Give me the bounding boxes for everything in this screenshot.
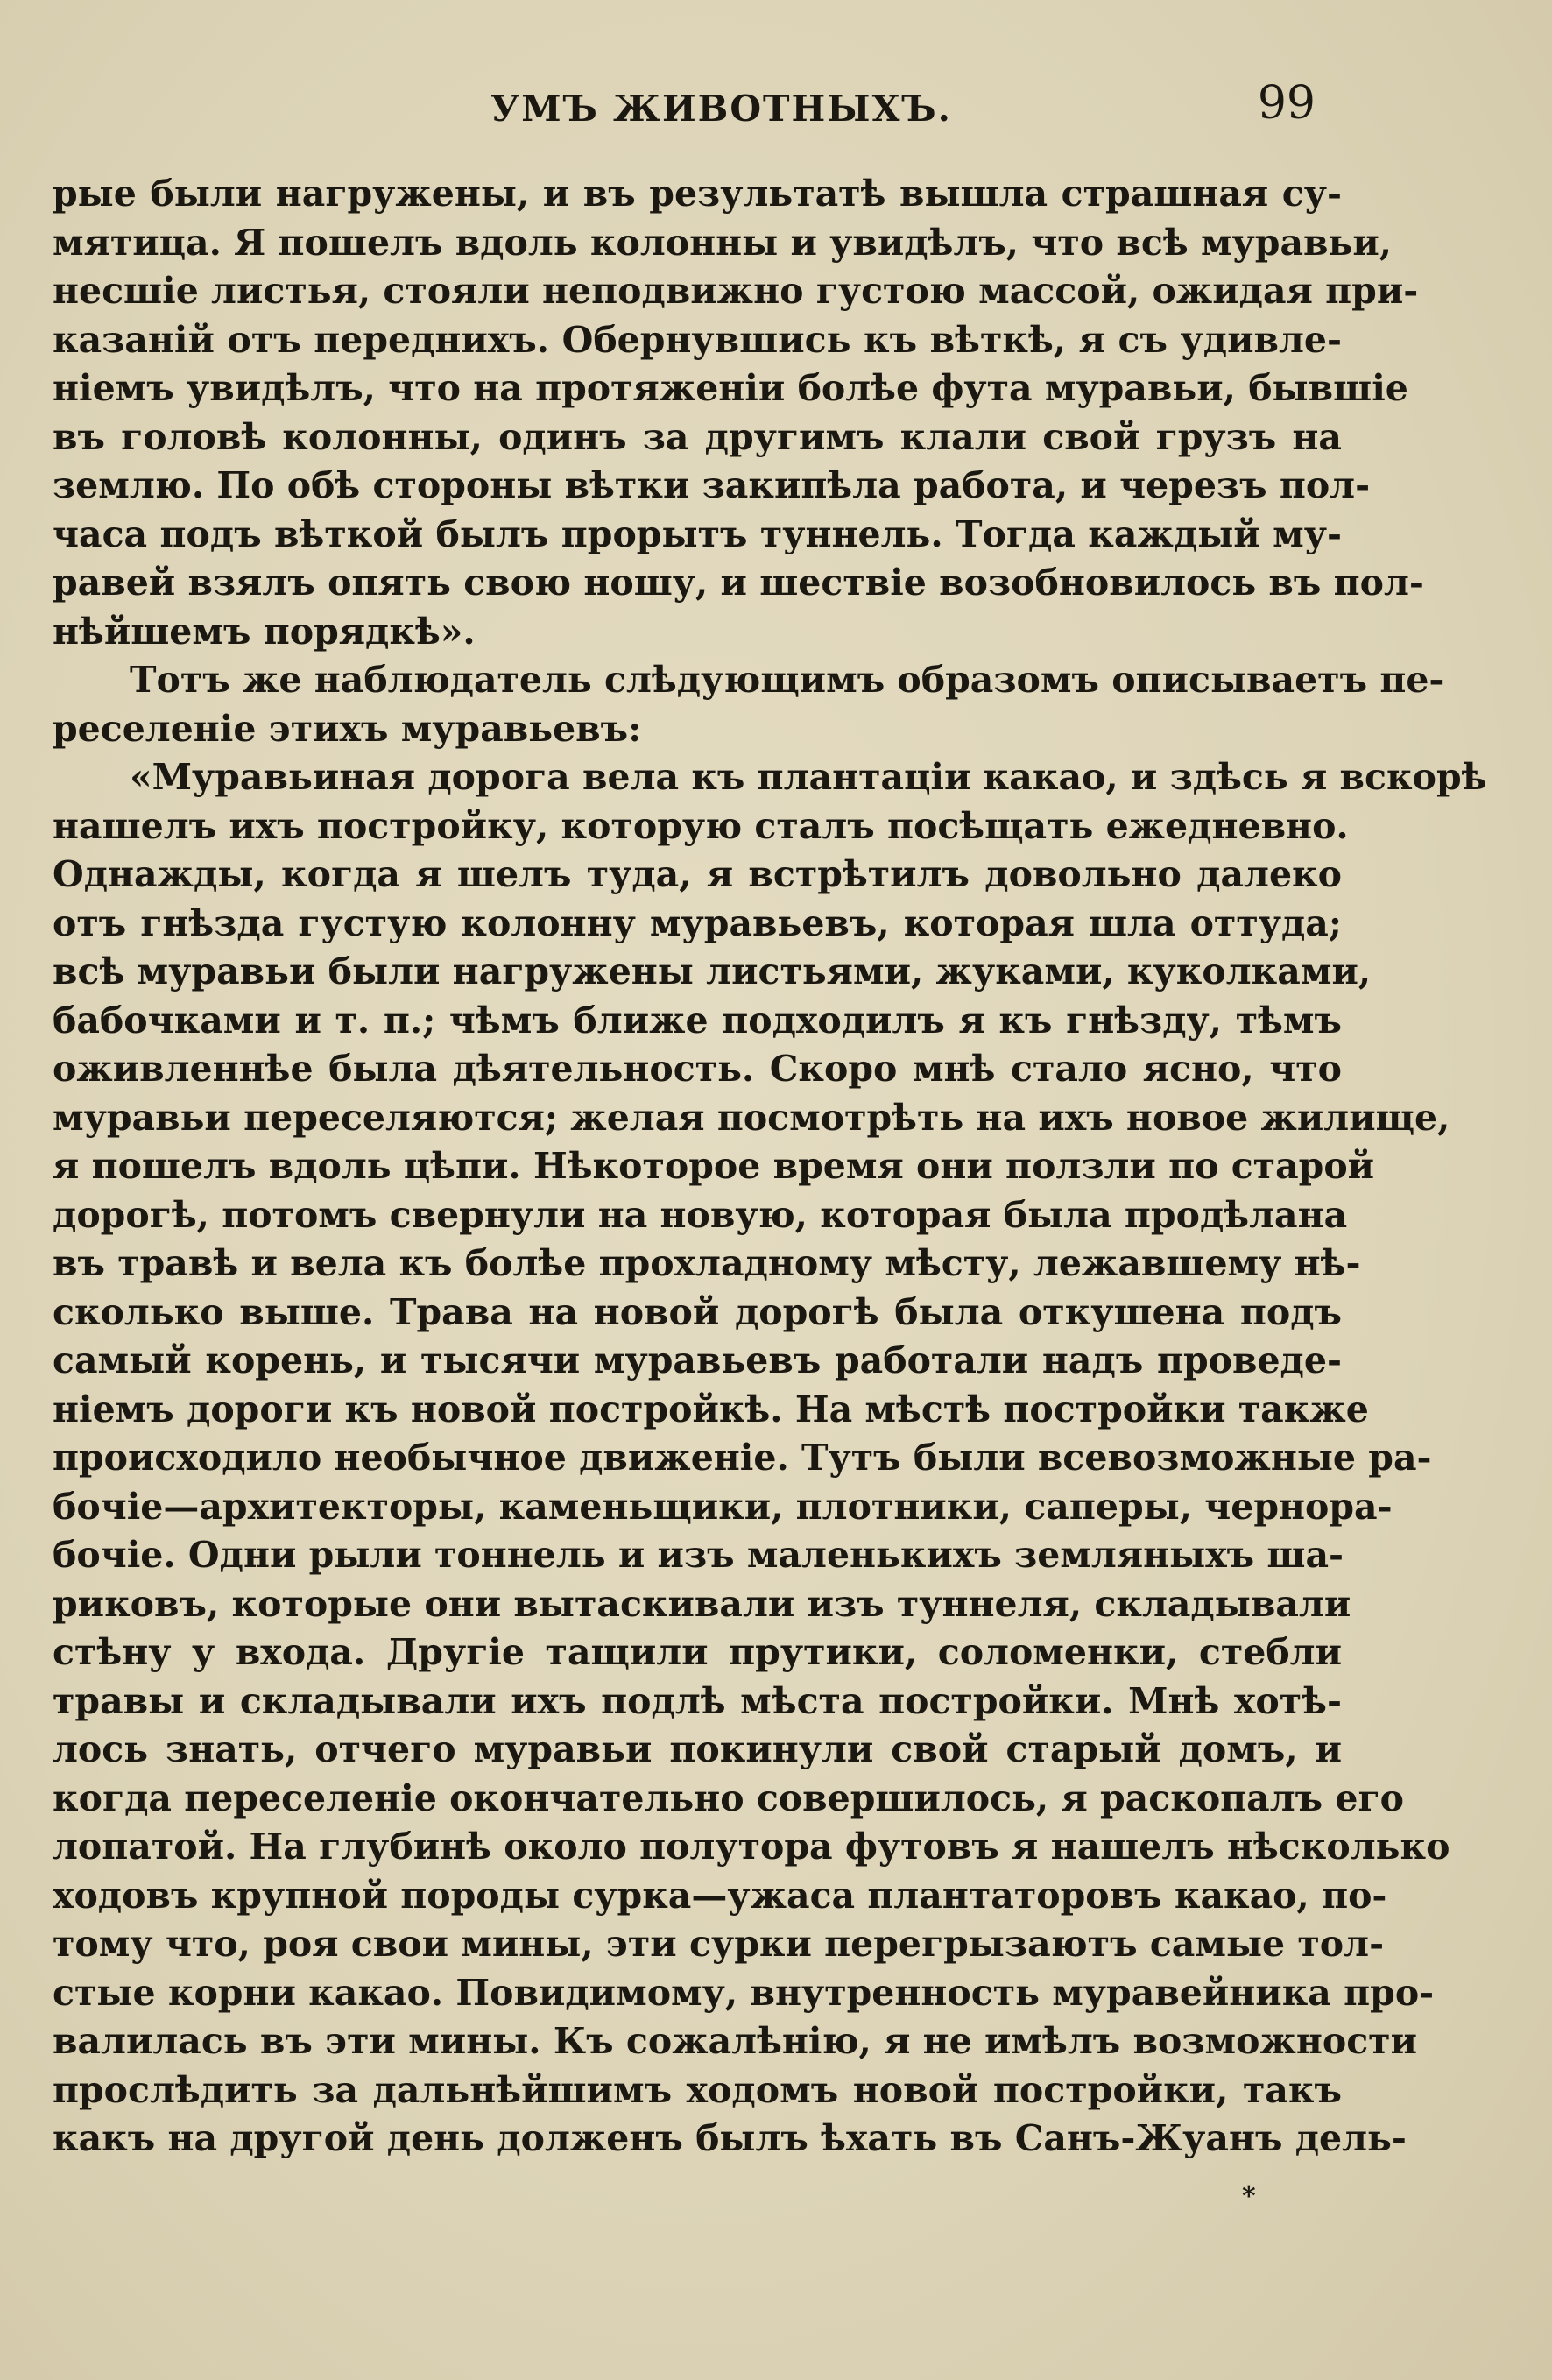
text-line: въ травѣ и вела къ болѣе прохладному мѣсту, лежавшему нѣ-	[53, 1242, 1361, 1284]
text-line: Тотъ же наблюдатель слѣдующимъ образомъ описываетъ пе-	[130, 659, 1444, 701]
text-line: равей взялъ опять свою ношу, и шествіе возобновилось въ пол-	[53, 561, 1424, 604]
page-header	[53, 77, 1314, 138]
text-line: Однажды, когда я шелъ туда, я встрѣтилъ довольно далеко	[53, 853, 1342, 895]
text-line: сколько выше. Трава на новой дорогѣ была откушена подъ	[53, 1290, 1342, 1333]
text-line: рые были нагружены, и въ результатѣ вышла страшная су-	[53, 173, 1342, 215]
text-line: реселеніе этихъ муравьевъ:	[53, 707, 642, 750]
signature-mark: *	[1242, 2181, 1256, 2212]
text-line: въ головѣ колонны, одинъ за другимъ клали свой грузъ на	[53, 415, 1342, 458]
text-line: нашелъ ихъ постройку, которую сталъ посѣщать ежедневно.	[53, 804, 1349, 847]
text-line: землю. По обѣ стороны вѣтки закипѣла работа, и черезъ пол-	[53, 464, 1371, 506]
running-title: УМЪ ЖИВОТНЫХЪ.	[490, 88, 952, 130]
text-line: бабочками и т. п.; чѣмъ ближе подходилъ я къ гнѣзду, тѣмъ	[53, 999, 1342, 1042]
text-line: лопатой. На глубинѣ около полутора футовъ я нашелъ нѣсколько	[53, 1826, 1450, 1868]
text-line: я пошелъ вдоль цѣпи. Нѣкоторое время они ползли по старой	[53, 1145, 1375, 1187]
text-line: несшіе листья, стояли неподвижно густою массой, ожидая при-	[53, 270, 1419, 312]
text-line: ходовъ крупной породы сурка—ужаса плантаторовъ какао, по-	[53, 1874, 1387, 1917]
text-line: мятица. Я пошелъ вдоль колонны и увидѣлъ, что всѣ муравьи,	[53, 221, 1393, 264]
text-line: риковъ, которые они вытаскивали изъ туннеля, складывали	[53, 1582, 1351, 1625]
text-line: когда переселеніе окончательно совершилось, я раскопалъ его	[53, 1776, 1404, 1819]
text-line: валилась въ эти мины. Къ сожалѣнію, я не имѣлъ возможности	[53, 2020, 1417, 2062]
text-line: оживленнѣе была дѣятельность. Скоро мнѣ стало ясно, что	[53, 1048, 1342, 1090]
text-line: стые корни какао. Повидимому, внутренность муравейника про-	[53, 1971, 1435, 2014]
text-line: муравьи переселяются; желая посмотрѣть на ихъ новое жилище,	[53, 1096, 1450, 1139]
text-line: бочіе—архитекторы, каменьщики, плотники, саперы, чернора-	[53, 1485, 1393, 1528]
text-line: отъ гнѣзда густую колонну муравьевъ, которая шла оттуда;	[53, 901, 1342, 944]
text-line: ніемъ увидѣлъ, что на протяженіи болѣе фута муравьи, бывшіе	[53, 367, 1408, 409]
text-line: «Муравьиная дорога вела къ плантаціи какао, и здѣсь я вскорѣ	[130, 756, 1487, 798]
body-text	[53, 170, 1487, 2164]
text-line: дорогѣ, потомъ свернули на новую, которая была продѣлана	[53, 1193, 1348, 1236]
text-line: часа подъ вѣткой былъ прорытъ туннель. Тогда каждый му-	[53, 512, 1342, 555]
text-line: происходило необычное движеніе. Тутъ были всевозможные ра-	[53, 1437, 1432, 1479]
text-line: самый корень, и тысячи муравьевъ работали надъ проведе-	[53, 1339, 1342, 1381]
text-line: бочіе. Одни рыли тоннель и изъ маленькихъ земляныхъ ша-	[53, 1534, 1344, 1576]
text-line: тому что, роя свои мины, эти сурки перегрызаютъ самые тол-	[53, 1923, 1385, 1965]
text-line: прослѣдить за дальнѣйшимъ ходомъ новой постройки, такъ	[53, 2068, 1342, 2111]
text-line: какъ на другой день долженъ былъ ѣхать въ Санъ-Жуанъ дель-	[53, 2117, 1407, 2159]
text-line: казаній отъ переднихъ. Обернувшись къ вѣткѣ, я съ удивле-	[53, 318, 1342, 361]
page-number: 99	[1257, 77, 1316, 130]
text-line: всѣ муравьи были нагружены листьями, жуками, куколками,	[53, 950, 1372, 992]
text-line: стѣну у входа. Другіе тащили прутики, соломенки, стебли	[53, 1631, 1342, 1673]
text-line: нѣйшемъ порядкѣ».	[53, 610, 476, 653]
text-line: травы и складывали ихъ подлѣ мѣста постройки. Мнѣ хотѣ-	[53, 1679, 1342, 1722]
text-line: ніемъ дороги къ новой постройкѣ. На мѣстѣ постройки также	[53, 1388, 1369, 1430]
text-line: лось знать, отчего муравьи покинули свой старый домъ, и	[53, 1728, 1342, 1770]
